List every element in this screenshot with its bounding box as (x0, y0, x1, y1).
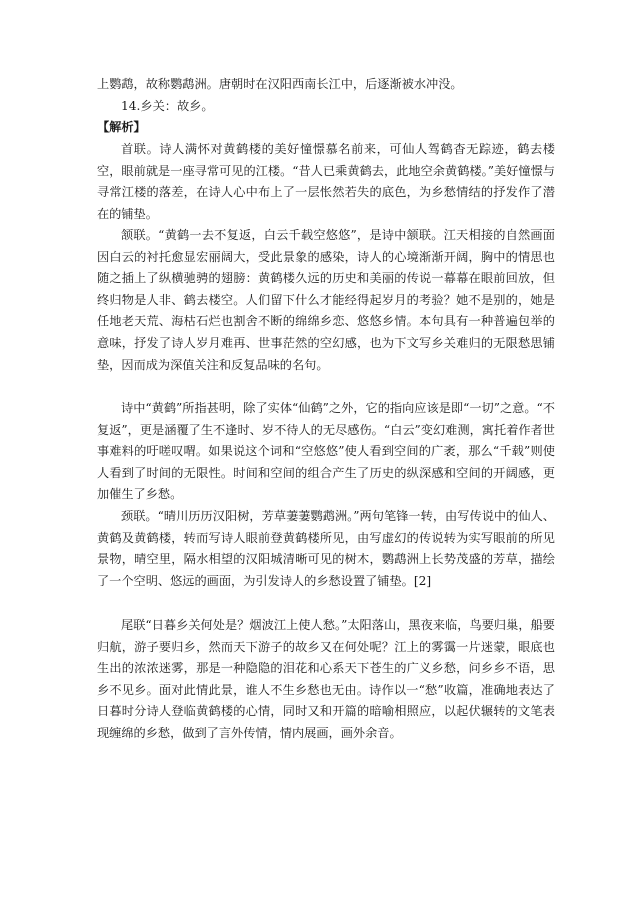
paragraph-yellow-crane: 诗中“黄鹤”所指甚明，除了实体“仙鹤”之外，它的指向应该是即“一切”之意。“不复返”，更是涵覆了生不逢时、岁不待人的无尽感伤。“白云”变幻难测，寓托着作者世事难料的吁嗟叹喟。如果说这个词和“空悠悠”使人看到空间的广袤，那么“千载”则使人看到了时间的无限性。时间和空间的组合产生了历史的纵深感和空间的开阔感，更加催生了乡愁。 (97, 401, 555, 502)
paragraph-first-couplet: 首联。诗人满怀对黄鹤楼的美好憧憬慕名前来，可仙人驾鹤杳无踪迹，鹤去楼空，眼前就是一座寻常可见的江楼。“昔人已乘黄鹤去，此地空余黄鹤楼。”美好憧憬与寻常江楼的落差，在诗人心中布上了一层怅然若失的底色，为乡愁情结的抒发作了潜在的铺垫。 (97, 142, 555, 221)
note-14: 14.乡关：故乡。 (121, 99, 214, 113)
note-13-continuation: 上鹦鹉，故称鹦鹉洲。唐朝时在汉阳西南长江中，后逐渐被水冲没。 (97, 77, 463, 91)
paragraph-last-couplet: 尾联“日暮乡关何处是？烟波江上使人愁。”太阳落山，黑夜来临，鸟要归巢，船要归航，游子要归乡，然而天下游子的故乡又在何处呢？江上的雾霭一片迷蒙，眼底也生出的浓浓迷雾，那是一种隐隐的泪花和心系天下苍生的广义乡愁，问乡乡不语，思乡不见乡。面对此情此景，谁人不生乡愁也无由。诗作以一“愁”收篇，准确地表达了日暮时分诗人登临黄鹤楼的心情，同时又和开篇的暗喻相照应，以起伏辗转的文笔表现缠绵的乡愁，做到了言外传情，情内展画，画外余音。 (97, 618, 555, 740)
paragraph-third-couplet: 颈联。“晴川历历汉阳树，芳草萋萋鹦鹉洲。”两句笔锋一转，由写传说中的仙人、黄鹤及黄鹤楼，转而写诗人眼前登黄鹤楼所见，由写虚幻的传说转为实写眼前的所见景物，晴空里，隔水相望的汉阳城清晰可见的树木，鹦鹉洲上长势茂盛的芳草，描绘了一个空明、悠远的画面，为引发诗人的乡愁设置了铺垫。[2] (97, 509, 555, 588)
analysis-heading: 【解析】 (97, 120, 146, 134)
paragraph-second-couplet: 颔联。“黄鹤一去不复返，白云千载空悠悠”，是诗中颔联。江天相接的自然画面因白云的衬托愈显宏丽阔大，受此景象的感染，诗人的心境渐渐开阔，胸中的情思也随之插上了纵横驰骋的翅膀：黄鹤楼久远的历史和美丽的传说一幕幕在眼前回放，但终归物是人非、鹤去楼空。人们留下什么才能经得起岁月的考验？她不是别的，她是任地老天荒、海枯石烂也割舍不断的绵绵乡恋、悠悠乡情。本句具有一种普遍包举的意味，抒发了诗人岁月难再、世事茫然的空幻感，也为下文写乡关难归的无限愁思铺垫，因而成为深值关注和反复品味的名句。 (97, 228, 555, 372)
